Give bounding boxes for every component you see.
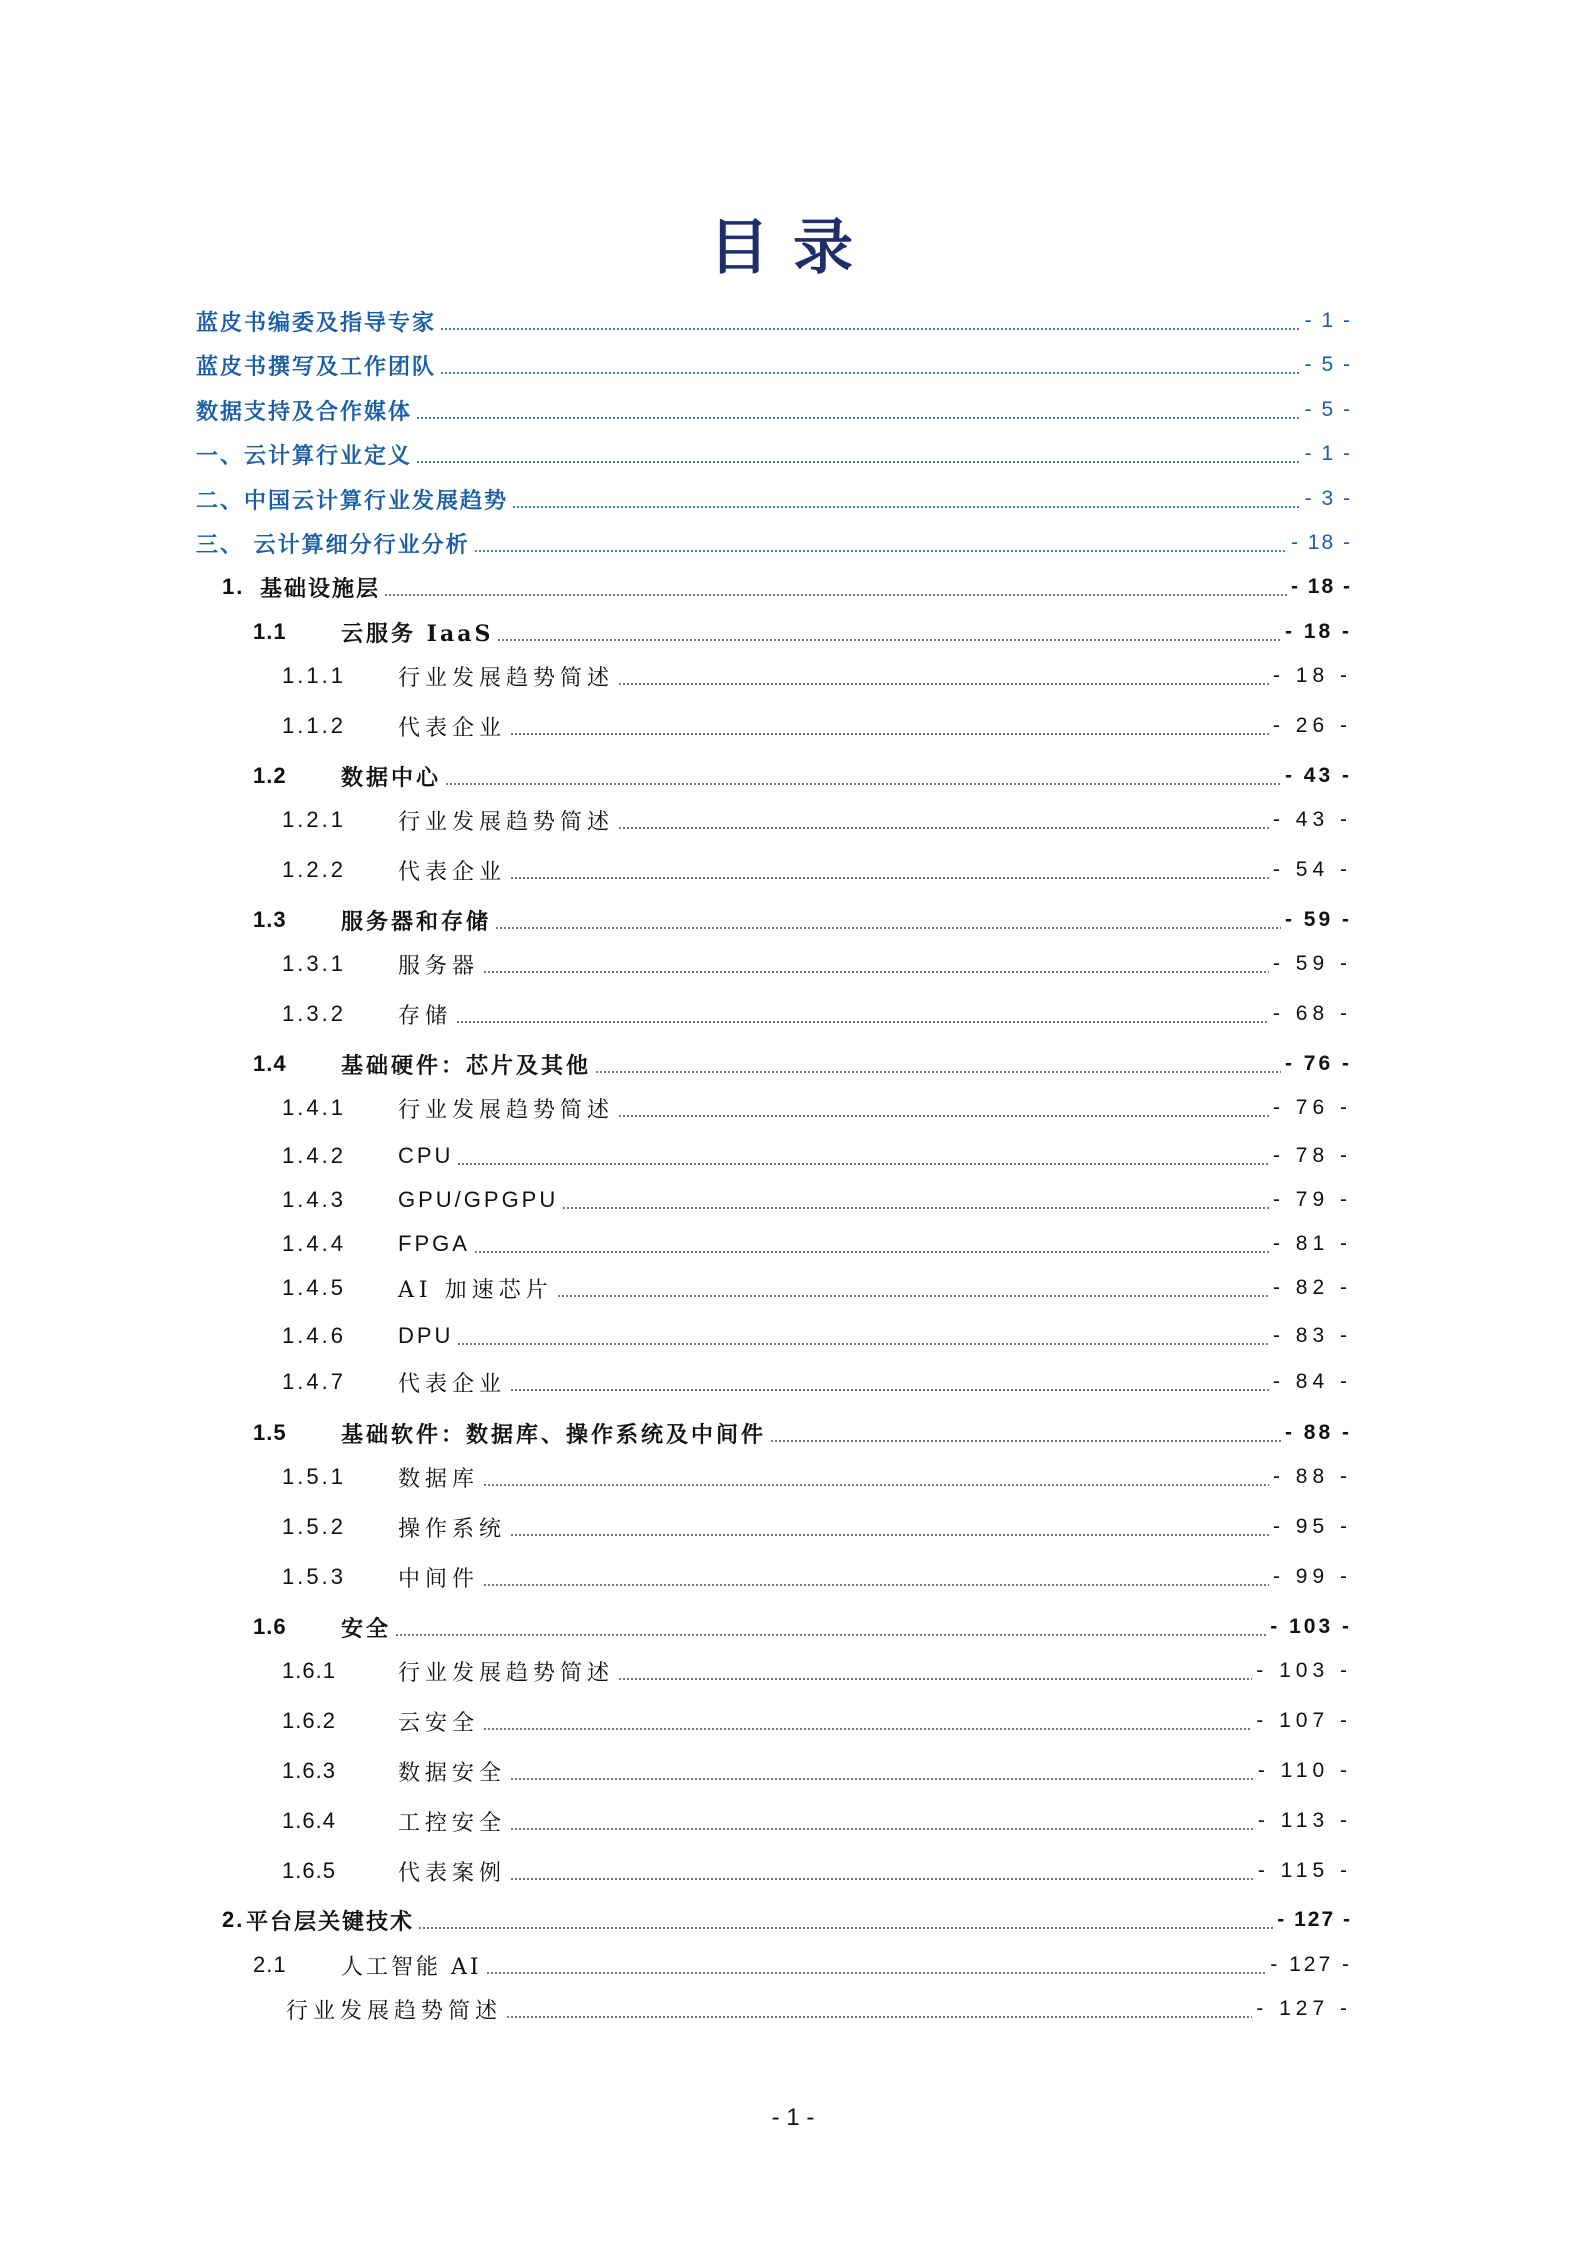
toc-entry-label: 代表企业 bbox=[398, 715, 507, 741]
toc-entry-page: - 81 - bbox=[1272, 1232, 1352, 1255]
toc-entry[interactable] bbox=[253, 1607, 1352, 1647]
dot-leader bbox=[562, 1207, 1269, 1209]
toc-entry[interactable] bbox=[253, 612, 1352, 652]
dot-leader bbox=[510, 733, 1269, 735]
toc-entry[interactable] bbox=[253, 1945, 1352, 1985]
toc-entry[interactable] bbox=[253, 900, 1352, 940]
toc-entry[interactable] bbox=[282, 1801, 1352, 1841]
dot-leader bbox=[483, 1728, 1252, 1730]
toc-entry-label: 基础软件：数据库、操作系统及中间件 bbox=[341, 1421, 767, 1448]
toc-entry[interactable] bbox=[282, 800, 1352, 840]
toc-entry-page: - 54 - bbox=[1272, 858, 1352, 881]
toc-entry-label: 人工智能 AI bbox=[341, 1954, 482, 1980]
toc-entry[interactable] bbox=[222, 1900, 1352, 1940]
toc-entry-label: 数据安全 bbox=[398, 1760, 507, 1786]
toc-entry-number: 1.4.3 bbox=[282, 1187, 346, 1212]
toc-entry[interactable] bbox=[282, 944, 1352, 984]
dot-leader bbox=[474, 1251, 1269, 1253]
toc-entry[interactable] bbox=[282, 1316, 1352, 1356]
toc-entry-page: - 3 - bbox=[1304, 487, 1352, 510]
dot-leader bbox=[445, 783, 1281, 785]
toc-entry[interactable] bbox=[282, 850, 1352, 890]
toc-entry-page: - 68 - bbox=[1272, 1002, 1352, 1025]
toc-entry-number: 1.1.2 bbox=[282, 713, 346, 738]
toc-entry-label: FPGA bbox=[398, 1231, 470, 1256]
toc-entry-label: 二、中国云计算行业发展趋势 bbox=[196, 487, 509, 514]
toc-entry[interactable] bbox=[253, 1044, 1352, 1084]
dot-leader bbox=[595, 1071, 1281, 1073]
toc-entry-number: 1.4.4 bbox=[282, 1231, 346, 1256]
dot-leader bbox=[416, 461, 1301, 463]
toc-entry-label: 代表企业 bbox=[398, 859, 507, 885]
toc-entry[interactable] bbox=[286, 1989, 1352, 2029]
toc-entry-number: 1.2 bbox=[253, 763, 287, 788]
toc-entry[interactable] bbox=[196, 523, 1352, 563]
toc-entry-number: 1.4.7 bbox=[282, 1369, 346, 1394]
dot-leader bbox=[510, 1828, 1254, 1830]
dot-leader bbox=[510, 1534, 1269, 1536]
toc-entry[interactable] bbox=[196, 479, 1352, 519]
toc-entry-page: - 127 - bbox=[1256, 1997, 1352, 2020]
toc-entry-page: - 1 - bbox=[1304, 309, 1352, 332]
toc-entry-page: - 1 - bbox=[1304, 442, 1352, 465]
toc-entry-label: 中间件 bbox=[398, 1566, 480, 1592]
toc-entry[interactable] bbox=[222, 567, 1352, 607]
toc-entry[interactable] bbox=[282, 1507, 1352, 1547]
toc-entry-label: 操作系统 bbox=[398, 1516, 507, 1542]
dot-leader bbox=[416, 417, 1301, 419]
dot-leader bbox=[384, 594, 1287, 596]
dot-leader bbox=[457, 1163, 1269, 1165]
dot-leader bbox=[497, 639, 1281, 641]
toc-entry-label: 三、 云计算细分行业分析 bbox=[196, 531, 470, 558]
dot-leader bbox=[770, 1440, 1281, 1442]
toc-entry-number: 1.6 bbox=[253, 1614, 287, 1639]
dot-leader bbox=[510, 1878, 1254, 1880]
toc-entry-page: - 113 - bbox=[1257, 1809, 1352, 1832]
dot-leader bbox=[495, 927, 1281, 929]
toc-entry-number: 1.6.1 bbox=[282, 1658, 336, 1683]
dot-leader bbox=[618, 683, 1269, 685]
toc-entry-number: 1.4.2 bbox=[282, 1143, 346, 1168]
toc-entry-number: 2.1 bbox=[253, 1952, 287, 1977]
toc-entry[interactable] bbox=[282, 1180, 1352, 1220]
toc-entry-label: DPU bbox=[398, 1323, 454, 1348]
toc-entry-number: 1.5.2 bbox=[282, 1514, 346, 1539]
toc-entry-page: - 103 - bbox=[1270, 1615, 1352, 1638]
toc-entry-page: - 59 - bbox=[1284, 908, 1352, 931]
toc-entry-number: 1. bbox=[222, 574, 245, 599]
toc-entry-label: CPU bbox=[398, 1143, 454, 1168]
toc-entry-number: 1.1 bbox=[253, 619, 287, 644]
toc-entry-label: 行业发展趋势简述 bbox=[398, 665, 615, 691]
toc-entry-label: 行业发展趋势简述 bbox=[398, 809, 615, 835]
toc-entry-number: 1.6.4 bbox=[282, 1808, 336, 1833]
toc-entry[interactable] bbox=[282, 994, 1352, 1034]
toc-entry-label: 安全 bbox=[341, 1615, 392, 1642]
dot-leader bbox=[510, 1778, 1254, 1780]
toc-entry[interactable] bbox=[282, 1751, 1352, 1791]
toc-entry-page: - 127 - bbox=[1277, 1908, 1352, 1931]
toc-entry-number: 1.6.3 bbox=[282, 1758, 336, 1783]
toc-entry-label: GPU/GPGPU bbox=[398, 1187, 559, 1212]
toc-entry-page: - 107 - bbox=[1256, 1709, 1352, 1732]
toc-entry-number: 1.4.5 bbox=[282, 1275, 346, 1300]
toc-entry[interactable] bbox=[282, 656, 1352, 696]
toc-entry-label: 蓝皮书编委及指导专家 bbox=[196, 309, 437, 336]
toc-entry-number: 1.2.1 bbox=[282, 807, 346, 832]
toc-entry-label: AI 加速芯片 bbox=[398, 1277, 553, 1303]
toc-entry[interactable] bbox=[282, 1136, 1352, 1176]
toc-entry-label: 基础硬件：芯片及其他 bbox=[341, 1052, 592, 1079]
toc-entry-number: 1.6.2 bbox=[282, 1708, 336, 1733]
toc-entry-number: 1.4 bbox=[253, 1051, 287, 1076]
toc-entry-number: 1.1.1 bbox=[282, 663, 346, 688]
toc-entry-label: 云安全 bbox=[398, 1710, 480, 1736]
toc-entry-page: - 110 - bbox=[1257, 1759, 1352, 1782]
toc-entry-label: 代表案例 bbox=[398, 1860, 507, 1886]
toc-entry-number: 1.5.3 bbox=[282, 1564, 346, 1589]
toc-entry[interactable] bbox=[282, 1651, 1352, 1691]
toc-entry-number: 1.3 bbox=[253, 907, 287, 932]
toc-entry-page: - 88 - bbox=[1284, 1421, 1352, 1444]
toc-entry[interactable] bbox=[196, 345, 1352, 385]
toc-entry-page: - 79 - bbox=[1272, 1188, 1352, 1211]
dot-leader bbox=[486, 1972, 1267, 1974]
toc-entry-page: - 115 - bbox=[1257, 1859, 1352, 1882]
toc-entry-page: - 84 - bbox=[1272, 1370, 1352, 1393]
toc-entry-label: 基础设施层 bbox=[260, 575, 381, 602]
toc-entry-page: - 18 - bbox=[1284, 620, 1352, 643]
toc-entry-page: - 18 - bbox=[1290, 575, 1352, 598]
dot-leader bbox=[483, 1584, 1269, 1586]
toc-entry-number: 2. bbox=[222, 1907, 245, 1932]
dot-leader bbox=[510, 877, 1269, 879]
toc-entry[interactable] bbox=[282, 1224, 1352, 1264]
toc-entry-number: 1.3.2 bbox=[282, 1001, 346, 1026]
toc-entry-page: - 103 - bbox=[1256, 1659, 1352, 1682]
toc-entry[interactable] bbox=[196, 301, 1352, 341]
toc-entry-label: 服务器和存储 bbox=[341, 908, 492, 935]
toc-entry-label: 平台层关键技术 bbox=[246, 1908, 415, 1935]
page-number-footer: - 1 - bbox=[771, 2104, 815, 2131]
toc-entry-label: 一、云计算行业定义 bbox=[196, 442, 413, 469]
toc-entry-page: - 78 - bbox=[1272, 1144, 1352, 1167]
dot-leader bbox=[618, 1678, 1252, 1680]
toc-entry-number: 1.4.6 bbox=[282, 1323, 346, 1348]
toc-entry-page: - 5 - bbox=[1304, 398, 1352, 421]
toc-entry-label: 代表企业 bbox=[398, 1371, 507, 1397]
toc-entry-page: - 59 - bbox=[1272, 952, 1352, 975]
dot-leader bbox=[510, 1389, 1269, 1391]
toc-entry-label: 工控安全 bbox=[398, 1810, 507, 1836]
toc-entry-label: 行业发展趋势简述 bbox=[286, 1998, 503, 2024]
toc-entry-page: - 127 - bbox=[1270, 1953, 1352, 1976]
toc-entry-page: - 76 - bbox=[1284, 1052, 1352, 1075]
toc-entry-page: - 76 - bbox=[1272, 1096, 1352, 1119]
toc-entry-number: 1.4.1 bbox=[282, 1095, 346, 1120]
dot-leader bbox=[483, 1484, 1269, 1486]
toc-entry-page: - 83 - bbox=[1272, 1324, 1352, 1347]
toc-entry-label: 蓝皮书撰写及工作团队 bbox=[196, 353, 437, 380]
dot-leader bbox=[418, 1927, 1273, 1929]
toc-entry[interactable] bbox=[282, 1088, 1352, 1128]
toc-entry-label: 存储 bbox=[398, 1003, 453, 1029]
toc-entry-page: - 26 - bbox=[1272, 714, 1352, 737]
toc-entry-label: 行业发展趋势简述 bbox=[398, 1660, 615, 1686]
toc-entry-number: 1.5 bbox=[253, 1420, 287, 1445]
toc-entry[interactable] bbox=[253, 756, 1352, 796]
toc-entry-page: - 43 - bbox=[1284, 764, 1352, 787]
toc-entry-number: 1.2.2 bbox=[282, 857, 346, 882]
toc-entry[interactable] bbox=[196, 390, 1352, 430]
toc-entry[interactable] bbox=[253, 1413, 1352, 1453]
toc-entry[interactable] bbox=[282, 1557, 1352, 1597]
toc-entry[interactable] bbox=[196, 434, 1352, 474]
toc-entry[interactable] bbox=[282, 706, 1352, 746]
dot-leader bbox=[440, 328, 1301, 330]
toc-entry-page: - 43 - bbox=[1272, 808, 1352, 831]
toc-entry-label: 服务器 bbox=[398, 953, 480, 979]
toc-entry[interactable] bbox=[282, 1457, 1352, 1497]
toc-entry-number: 1.5.1 bbox=[282, 1464, 346, 1489]
toc-entry-number: 1.3.1 bbox=[282, 951, 346, 976]
toc-entry-label: 数据支持及合作媒体 bbox=[196, 398, 413, 425]
toc-entry-page: - 5 - bbox=[1304, 353, 1352, 376]
toc-entry-page: - 95 - bbox=[1272, 1515, 1352, 1538]
toc-entry-page: - 18 - bbox=[1272, 664, 1352, 687]
toc-entry[interactable] bbox=[282, 1701, 1352, 1741]
dot-leader bbox=[474, 550, 1287, 552]
toc-entry-page: - 99 - bbox=[1272, 1565, 1352, 1588]
page-title: 目录 bbox=[709, 213, 877, 283]
toc-entry-label: 数据库 bbox=[398, 1466, 480, 1492]
dot-leader bbox=[618, 1115, 1269, 1117]
toc-entry-label: 数据中心 bbox=[341, 764, 442, 791]
dot-leader bbox=[457, 1343, 1269, 1345]
toc-entry-page: - 18 - bbox=[1290, 531, 1352, 554]
dot-leader bbox=[512, 506, 1301, 508]
toc-entry-page: - 88 - bbox=[1272, 1465, 1352, 1488]
dot-leader bbox=[395, 1634, 1266, 1636]
dot-leader bbox=[618, 827, 1269, 829]
toc-entry[interactable] bbox=[282, 1268, 1352, 1308]
toc-entry[interactable] bbox=[282, 1362, 1352, 1402]
toc-entry-label: 云服务 IaaS bbox=[341, 620, 494, 647]
toc-entry[interactable] bbox=[282, 1851, 1352, 1891]
dot-leader bbox=[483, 971, 1269, 973]
toc-entry-label: 行业发展趋势简述 bbox=[398, 1097, 615, 1123]
toc-entry-page: - 82 - bbox=[1272, 1276, 1352, 1299]
dot-leader bbox=[506, 2016, 1252, 2018]
toc-entry-number: 1.6.5 bbox=[282, 1858, 336, 1883]
dot-leader bbox=[440, 372, 1301, 374]
dot-leader bbox=[557, 1295, 1269, 1297]
dot-leader bbox=[456, 1021, 1269, 1023]
